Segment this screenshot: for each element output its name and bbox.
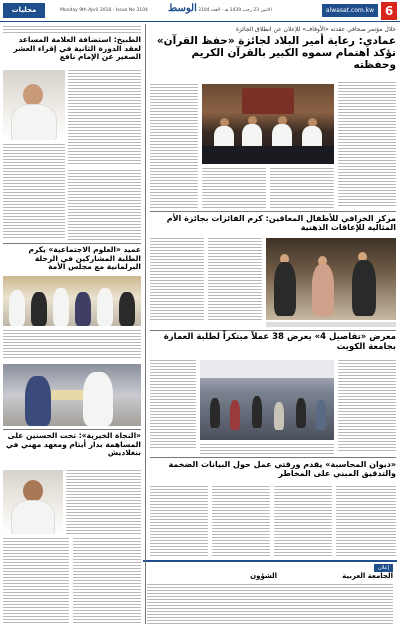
charity-body: [3, 538, 69, 624]
dean-group-photo: [3, 276, 141, 326]
awards-photo: [266, 238, 396, 320]
quran-round-headline: الطبيخ: استضافة العلامة المساعد لعقد الدورة الثانية في إقراء العشر الصغير عن الإمام نافع: [13, 35, 141, 62]
lead-body-column: [338, 82, 396, 208]
advertisement-area: [143, 560, 397, 626]
charity-body: [66, 470, 141, 534]
quran-round-body: [68, 70, 141, 166]
exhibition-headline: معرض «تفاصيل 4» يعرض 38 عملاً مبتكراً لطلبة العمارة بجامعة الكويت: [163, 332, 396, 352]
column-divider: [145, 24, 146, 624]
dateline-english: Monday 9th April 2018 - Issue No 3104: [60, 8, 148, 13]
lead-photo-podium: [202, 84, 334, 164]
family-center-body: [150, 238, 204, 322]
lead-body-column: [202, 168, 266, 208]
ad-body: [147, 584, 393, 624]
left-column-intro: [3, 26, 141, 34]
exhibition-body: [150, 360, 196, 450]
audit-body: [212, 486, 270, 556]
arab-society-headline: الجامعة العربية: [342, 572, 393, 580]
ad-label: إعلان: [374, 564, 393, 572]
audit-body: [150, 486, 208, 556]
portrait-photo: [3, 70, 65, 140]
audit-headline: «ديوان المحاسبة» يقدم ورقتي عمل حول البيانات الضخمة والتدقيق المبني على المخاطر: [168, 460, 396, 479]
newspaper-logo: الوسط: [168, 3, 197, 14]
quran-round-body: [3, 144, 65, 240]
divider: [3, 429, 141, 430]
website-url[interactable]: alwasat.com.kw: [322, 4, 378, 17]
charity-portrait: [3, 470, 63, 534]
lead-body-column: [150, 84, 198, 208]
family-center-body: [208, 238, 262, 322]
dean-body: [3, 330, 141, 360]
quran-round-body: [68, 170, 141, 240]
dean-headline: عميد «العلوم الاجتماعية» يكرم الطلبة المشاركين في الرحلة البرلمانية مع مجلس الأمة: [28, 245, 141, 272]
exhibition-body: [200, 444, 334, 454]
divider: [150, 330, 396, 331]
lead-headline: عمادي: رعاية أمير البلاد لجائزة «حفظ القرآن» تؤكد اهتمام سموه الكبير بالقرآن الكريم وحفظته: [156, 35, 396, 72]
charity-headline: «النجاة الخيرية»: تحت الحسنين على المساهمة بدار أيتام ومعهد مهني في بنغلاديش: [5, 431, 141, 458]
affairs-headline: الشؤون: [250, 572, 277, 580]
audit-body: [274, 486, 332, 556]
lead-kicker: خلال مؤتمر صحافي عقدته «الأوقاف» للإعلان عن انطلاق الجائزة: [235, 26, 396, 33]
divider: [150, 211, 396, 212]
exhibition-body: [338, 360, 396, 452]
exhibition-photo: [200, 360, 334, 440]
dateline-arabic: الاثنين 23 رجب 1439 هـ - العدد 3104: [198, 8, 272, 13]
photo-caption: [266, 322, 396, 327]
divider: [3, 243, 141, 244]
section-label: محليات: [3, 3, 45, 18]
divider: [150, 457, 396, 458]
family-center-headline: مركز الخرافي للأطفال المعاقين: كرم الفائزات بجائزة الأم المثالية للإعاقات الذهنية: [166, 214, 396, 233]
lead-body-column: [270, 168, 334, 208]
audit-body: [336, 486, 396, 556]
charity-body: [73, 538, 141, 624]
masthead: [0, 0, 400, 22]
page-number: 6: [381, 2, 397, 20]
award-handover-photo: [3, 364, 141, 426]
